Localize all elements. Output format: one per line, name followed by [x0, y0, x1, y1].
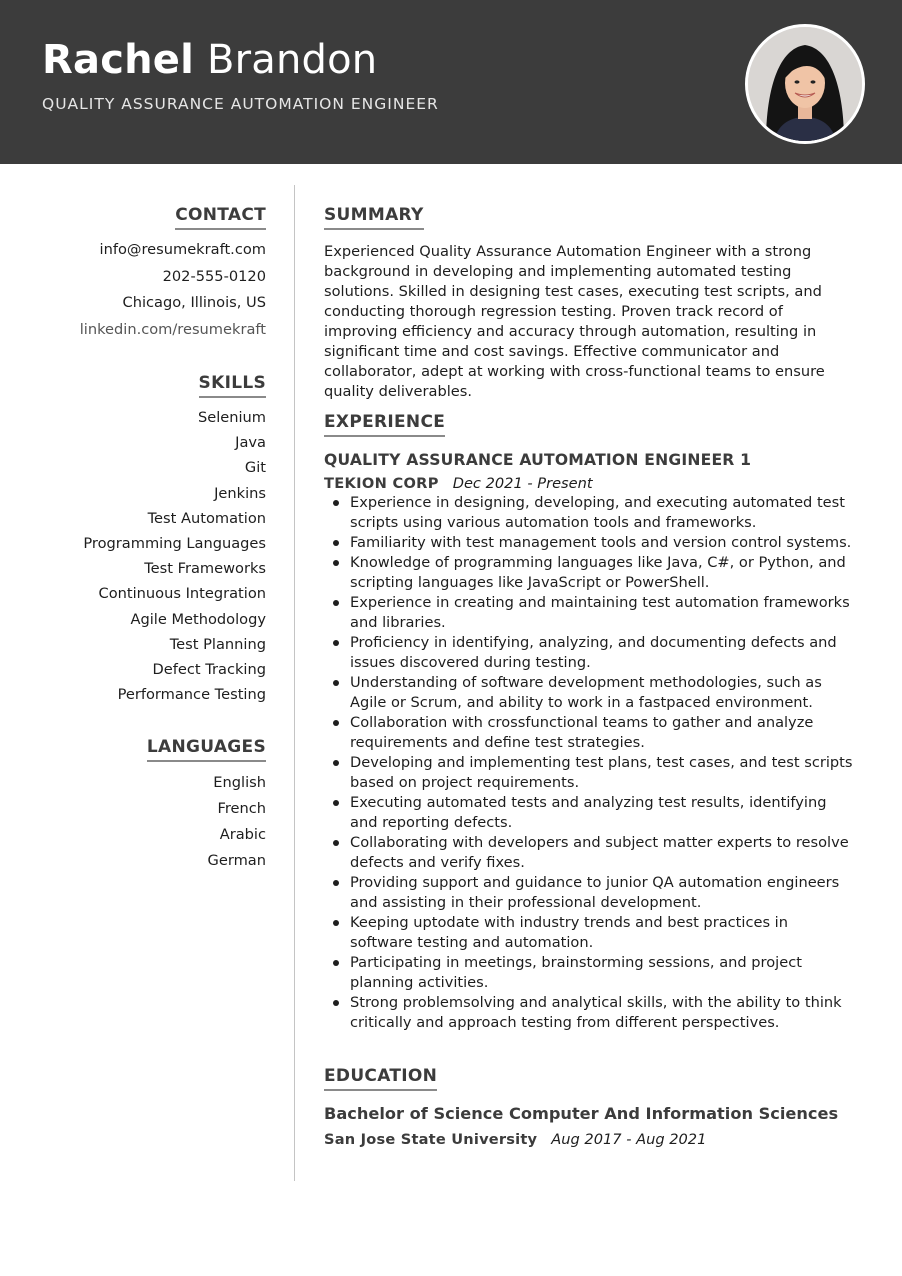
contact-section	[26, 205, 266, 343]
skill-item: Continuous Integration	[98, 585, 266, 603]
summary-heading: SUMMARY	[324, 205, 424, 230]
experience-bullet: Strong problemsolving and analytical skills, with the ability to think critically and approach testing from different perspectives.	[324, 993, 854, 1033]
candidate-name	[42, 37, 378, 83]
contact-linkedin[interactable]: linkedin.com/resumekraft	[79, 320, 266, 338]
contact-heading: CONTACT	[175, 205, 266, 230]
profile-photo	[745, 24, 865, 144]
skills-heading: SKILLS	[199, 373, 266, 398]
experience-job-title: QUALITY ASSURANCE AUTOMATION ENGINEER 1	[324, 451, 752, 469]
skills-section	[26, 373, 266, 707]
experience-section	[324, 412, 854, 1033]
column-divider	[294, 185, 295, 1181]
experience-bullet: Participating in meetings, brainstorming sessions, and project planning activities.	[324, 953, 854, 993]
skill-item: Test Frameworks	[144, 560, 266, 578]
skill-item: Test Planning	[169, 635, 266, 653]
languages-list	[26, 770, 266, 874]
experience-bullet: Collaborating with developers and subject matter experts to resolve defects and verify fixes.	[324, 833, 854, 873]
experience-bullet: Providing support and guidance to junior QA automation engineers and assisting in their professional development.	[324, 873, 854, 913]
skill-item: Performance Testing	[117, 686, 266, 704]
education-entry	[324, 1104, 854, 1148]
profile-photo-icon	[748, 27, 862, 141]
summary-text: Experienced Quality Assurance Automation Engineer with a strong background in developing and implementing automated testing solutions. Skilled in designing test cases, executing test scripts, and conducting thorough regression testing. Proven track record of improving efficiency and accuracy through automation, resulting in significant time and cost savings. Effective communicator and collaborator, adept at working with cross-functional teams to ensure quality deliverables.	[324, 243, 825, 400]
experience-bullet: Executing automated tests and analyzing test results, identifying and reporting defects.	[324, 793, 854, 833]
education-section	[324, 1066, 854, 1148]
languages-heading: LANGUAGES	[147, 737, 266, 762]
experience-bullet: Keeping uptodate with industry trends and best practices in software testing and automation.	[324, 913, 854, 953]
experience-company-line	[324, 475, 854, 492]
summary-section	[324, 205, 854, 402]
experience-company: TEKION CORP	[324, 475, 439, 492]
experience-dates: Dec 2021 - Present	[452, 475, 593, 492]
contact-email[interactable]: info@resumekraft.com	[99, 241, 266, 258]
experience-entry	[324, 451, 854, 1033]
experience-bullet: Developing and implementing test plans, test cases, and test scripts based on project requirements.	[324, 753, 854, 793]
experience-heading: EXPERIENCE	[324, 412, 445, 437]
skill-item: Defect Tracking	[152, 660, 266, 678]
skill-item: Selenium	[197, 409, 266, 426]
language-item: German	[207, 852, 266, 869]
skill-item: Jenkins	[214, 484, 266, 502]
experience-bullet: Familiarity with test management tools and version control systems.	[324, 533, 854, 553]
contact-phone: 202-555-0120	[162, 267, 266, 285]
experience-bullet: Experience in creating and maintaining test automation frameworks and libraries.	[324, 593, 854, 633]
language-item: Arabic	[219, 826, 266, 843]
education-school-line	[324, 1131, 854, 1148]
language-item: French	[217, 800, 266, 817]
job-title-headline: QUALITY ASSURANCE AUTOMATION ENGINEER	[42, 95, 439, 113]
experience-bullet: Understanding of software development methodologies, such as Agile or Scrum, and ability to work in a fastpaced environment.	[324, 673, 854, 713]
contact-list	[26, 237, 266, 343]
experience-bullet: Proficiency in identifying, analyzing, and documenting defects and issues discovered during testing.	[324, 633, 854, 673]
skill-item: Git	[244, 459, 266, 477]
first-name: Rachel	[42, 37, 195, 83]
experience-bullet: Knowledge of programming languages like Java, C#, or Python, and scripting languages like JavaScript or PowerShell.	[324, 553, 854, 593]
experience-bullets	[324, 493, 854, 1033]
education-heading: EDUCATION	[324, 1066, 437, 1091]
resume-header	[0, 0, 902, 164]
education-dates: Aug 2017 - Aug 2021	[551, 1131, 707, 1148]
experience-bullet: Experience in designing, developing, and executing automated test scripts using various automation tools and frameworks.	[324, 493, 854, 533]
skill-item: Agile Methodology	[130, 610, 266, 628]
skills-list	[26, 405, 266, 707]
contact-location: Chicago, Illinois, US	[122, 294, 266, 311]
last-name: Brandon	[206, 37, 378, 83]
languages-section	[26, 737, 266, 874]
skill-item: Test Automation	[147, 509, 266, 527]
experience-bullet: Collaboration with crossfunctional teams to gather and analyze requirements and define test strategies.	[324, 713, 854, 753]
skill-item: Programming Languages	[83, 534, 266, 552]
education-school: San Jose State University	[324, 1131, 538, 1148]
skill-item: Java	[235, 434, 266, 452]
language-item: English	[213, 774, 266, 791]
education-degree: Bachelor of Science Computer And Information Sciences	[324, 1104, 839, 1123]
